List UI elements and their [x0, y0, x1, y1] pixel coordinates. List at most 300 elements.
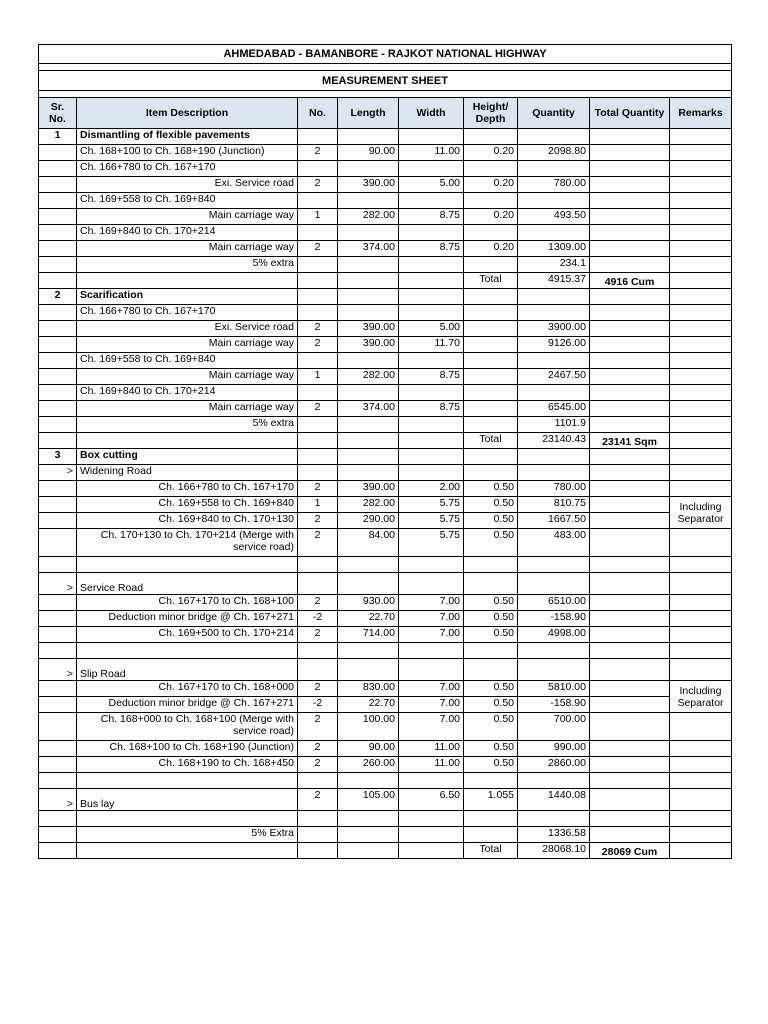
sr-no-cell: [39, 385, 77, 401]
remarks-cell: [670, 337, 732, 353]
height-cell: [464, 573, 518, 595]
header-height-depth: Height/ Depth: [464, 98, 518, 129]
table-row: [39, 741, 732, 757]
remarks-cell: [670, 241, 732, 257]
description-cell: Ch. 167+170 to Ch. 168+100: [77, 595, 298, 611]
sr-no-cell: [39, 827, 77, 843]
remarks-cell: [670, 369, 732, 385]
spacer-row: [39, 91, 732, 98]
table-row: [39, 257, 732, 273]
sr-no-cell: [39, 697, 77, 713]
sr-no-cell: [39, 433, 77, 449]
quantity-cell: [518, 193, 590, 209]
height-cell: Total: [464, 273, 518, 289]
width-cell: 8.75: [399, 369, 464, 385]
sheet-subtitle: MEASUREMENT SHEET: [39, 71, 732, 91]
remarks-cell: [670, 557, 732, 573]
total-quantity-cell: [590, 129, 670, 145]
width-cell: [399, 811, 464, 827]
width-cell: 5.00: [399, 321, 464, 337]
total-quantity-cell: [590, 401, 670, 417]
description-cell: Ch. 170+130 to Ch. 170+214 (Merge with service road): [77, 529, 298, 557]
no-cell: [298, 193, 338, 209]
sr-no-cell: [39, 161, 77, 177]
table-row: [39, 643, 732, 659]
width-cell: [399, 305, 464, 321]
total-quantity-cell: [590, 209, 670, 225]
length-cell: 22.70: [338, 611, 399, 627]
height-cell: 0.20: [464, 241, 518, 257]
length-cell: [338, 385, 399, 401]
total-quantity-cell: [590, 481, 670, 497]
width-cell: [399, 659, 464, 681]
description-cell: Deduction minor bridge @ Ch. 167+271: [77, 611, 298, 627]
width-cell: 11.00: [399, 757, 464, 773]
height-cell: [464, 337, 518, 353]
description-cell: 5% extra: [77, 417, 298, 433]
remarks-cell: [670, 257, 732, 273]
no-cell: [298, 557, 338, 573]
section-row: [39, 129, 732, 145]
remarks-cell: [670, 529, 732, 557]
no-cell: 2: [298, 145, 338, 161]
table-row: [39, 529, 732, 557]
length-cell: 714.00: [338, 627, 399, 643]
quantity-cell: 810.75: [518, 497, 590, 513]
quantity-cell: 493.50: [518, 209, 590, 225]
table-row: [39, 481, 732, 497]
remarks-cell: [670, 353, 732, 369]
sr-no-cell: [39, 305, 77, 321]
length-cell: [338, 417, 399, 433]
quantity-cell: 6510.00: [518, 595, 590, 611]
length-cell: [338, 353, 399, 369]
no-cell: 2: [298, 757, 338, 773]
remarks-cell: [670, 193, 732, 209]
sr-no-cell: >: [39, 789, 77, 811]
length-cell: 105.00: [338, 789, 399, 811]
description-cell: Main carriage way: [77, 369, 298, 385]
description-cell: Exi. Service road: [77, 177, 298, 193]
sr-no-cell: [39, 321, 77, 337]
table-row: [39, 465, 732, 481]
remarks-cell: [670, 827, 732, 843]
height-cell: [464, 659, 518, 681]
table-row: [39, 627, 732, 643]
table-row: [39, 305, 732, 321]
quantity-cell: -158.90: [518, 697, 590, 713]
sr-no-cell: [39, 481, 77, 497]
width-cell: [399, 385, 464, 401]
sr-no-cell: [39, 401, 77, 417]
height-cell: [464, 417, 518, 433]
description-cell: [77, 557, 298, 573]
height-cell: [464, 449, 518, 465]
width-cell: 8.75: [399, 401, 464, 417]
height-cell: 0.20: [464, 209, 518, 225]
height-cell: 1.055: [464, 789, 518, 811]
total-quantity-cell: [590, 321, 670, 337]
length-cell: 90.00: [338, 145, 399, 161]
width-cell: [399, 573, 464, 595]
sr-no-cell: [39, 417, 77, 433]
table-row: [39, 337, 732, 353]
quantity-cell: [518, 289, 590, 305]
sr-no-cell: [39, 353, 77, 369]
total-quantity-cell: [590, 697, 670, 713]
table-row: [39, 321, 732, 337]
height-cell: [464, 353, 518, 369]
width-cell: 7.00: [399, 713, 464, 741]
table-row: [39, 595, 732, 611]
no-cell: -2: [298, 697, 338, 713]
width-cell: [399, 827, 464, 843]
no-cell: -2: [298, 611, 338, 627]
sheet-title: AHMEDABAD - BAMANBORE - RAJKOT NATIONAL HIGHWAY: [39, 45, 732, 64]
height-cell: [464, 193, 518, 209]
remarks-cell: [670, 611, 732, 627]
length-cell: 282.00: [338, 369, 399, 385]
length-cell: 390.00: [338, 177, 399, 193]
height-cell: [464, 465, 518, 481]
description-cell: Ch. 166+780 to Ch. 167+170: [77, 481, 298, 497]
no-cell: 2: [298, 529, 338, 557]
sr-no-cell: [39, 713, 77, 741]
quantity-cell: 780.00: [518, 481, 590, 497]
description-cell: Main carriage way: [77, 401, 298, 417]
total-quantity-cell: [590, 305, 670, 321]
table-row: [39, 557, 732, 573]
height-cell: [464, 161, 518, 177]
height-cell: [464, 643, 518, 659]
total-quantity-cell: [590, 757, 670, 773]
total-quantity-cell: [590, 161, 670, 177]
no-cell: 1: [298, 369, 338, 385]
quantity-cell: [518, 465, 590, 481]
length-cell: 390.00: [338, 337, 399, 353]
quantity-cell: [518, 129, 590, 145]
description-cell: Ch. 169+840 to Ch. 170+214: [77, 225, 298, 241]
header-width: Width: [399, 98, 464, 129]
length-cell: [338, 161, 399, 177]
height-cell: 0.50: [464, 713, 518, 741]
width-cell: [399, 289, 464, 305]
length-cell: 830.00: [338, 681, 399, 697]
no-cell: 2: [298, 627, 338, 643]
header-no: No.: [298, 98, 338, 129]
remarks-cell: [670, 225, 732, 241]
no-cell: [298, 465, 338, 481]
height-cell: [464, 225, 518, 241]
remarks-cell: [670, 595, 732, 611]
no-cell: 2: [298, 595, 338, 611]
no-cell: 1: [298, 209, 338, 225]
width-cell: [399, 225, 464, 241]
table-row: [39, 353, 732, 369]
remarks-cell: [670, 145, 732, 161]
total-quantity-cell: 28069 Cum: [590, 843, 670, 859]
length-cell: 260.00: [338, 757, 399, 773]
height-cell: 0.50: [464, 741, 518, 757]
quantity-cell: 1440.08: [518, 789, 590, 811]
sr-no-cell: >: [39, 659, 77, 681]
width-cell: 5.00: [399, 177, 464, 193]
no-cell: 1: [298, 497, 338, 513]
width-cell: 11.70: [399, 337, 464, 353]
remarks-cell: [670, 305, 732, 321]
width-cell: 7.00: [399, 681, 464, 697]
sr-no-cell: 2: [39, 289, 77, 305]
table-row: [39, 497, 732, 513]
length-cell: [338, 289, 399, 305]
length-cell: 90.00: [338, 741, 399, 757]
no-cell: [298, 257, 338, 273]
total-quantity-cell: [590, 573, 670, 595]
height-cell: [464, 321, 518, 337]
quantity-cell: [518, 573, 590, 595]
total-quantity-cell: [590, 337, 670, 353]
height-cell: 0.50: [464, 529, 518, 557]
total-quantity-cell: 23141 Sqm: [590, 433, 670, 449]
description-cell: Ch. 169+558 to Ch. 169+840: [77, 193, 298, 209]
width-cell: 5.75: [399, 497, 464, 513]
sr-no-cell: [39, 741, 77, 757]
length-cell: 390.00: [338, 321, 399, 337]
table-row: [39, 225, 732, 241]
table-row: [39, 611, 732, 627]
no-cell: 2: [298, 337, 338, 353]
height-cell: [464, 385, 518, 401]
sr-no-cell: [39, 337, 77, 353]
remarks-cell: [670, 811, 732, 827]
no-cell: 2: [298, 789, 338, 811]
quantity-cell: 4915.37: [518, 273, 590, 289]
width-cell: 8.75: [399, 241, 464, 257]
sr-no-cell: [39, 643, 77, 659]
length-cell: [338, 225, 399, 241]
remarks-cell: [670, 789, 732, 811]
sr-no-cell: [39, 497, 77, 513]
sr-no-cell: [39, 757, 77, 773]
quantity-cell: [518, 811, 590, 827]
remarks-cell: [670, 843, 732, 859]
sr-no-cell: [39, 241, 77, 257]
length-cell: [338, 643, 399, 659]
total-quantity-cell: [590, 289, 670, 305]
header-remarks: Remarks: [670, 98, 732, 129]
sr-no-cell: [39, 681, 77, 697]
height-cell: [464, 369, 518, 385]
sr-no-cell: [39, 145, 77, 161]
remarks-cell: [670, 161, 732, 177]
height-cell: [464, 773, 518, 789]
length-cell: [338, 573, 399, 595]
quantity-cell: -158.90: [518, 611, 590, 627]
height-cell: 0.50: [464, 513, 518, 529]
total-quantity-cell: [590, 369, 670, 385]
table-row: [39, 433, 732, 449]
total-quantity-cell: [590, 627, 670, 643]
height-cell: 0.50: [464, 697, 518, 713]
sr-no-cell: [39, 843, 77, 859]
no-cell: [298, 129, 338, 145]
quantity-cell: 700.00: [518, 713, 590, 741]
remarks-cell: Including Separator: [670, 497, 732, 529]
width-cell: 8.75: [399, 209, 464, 225]
total-quantity-cell: [590, 827, 670, 843]
quantity-cell: 9126.00: [518, 337, 590, 353]
remarks-cell: [670, 321, 732, 337]
length-cell: 22.70: [338, 697, 399, 713]
height-cell: [464, 257, 518, 273]
table-row: [39, 827, 732, 843]
height-cell: [464, 557, 518, 573]
header-sr-no: Sr. No.: [39, 98, 77, 129]
length-cell: [338, 129, 399, 145]
height-cell: [464, 305, 518, 321]
no-cell: [298, 433, 338, 449]
remarks-cell: [670, 773, 732, 789]
table-row: [39, 789, 732, 811]
quantity-cell: [518, 385, 590, 401]
length-cell: [338, 843, 399, 859]
description-cell: Ch. 169+840 to Ch. 170+130: [77, 513, 298, 529]
sr-no-cell: [39, 257, 77, 273]
table-row: [39, 697, 732, 713]
quantity-cell: [518, 161, 590, 177]
description-cell: Main carriage way: [77, 337, 298, 353]
no-cell: 2: [298, 401, 338, 417]
description-cell: Ch. 169+500 to Ch. 170+214: [77, 627, 298, 643]
height-cell: Total: [464, 843, 518, 859]
sr-no-cell: [39, 557, 77, 573]
length-cell: 84.00: [338, 529, 399, 557]
width-cell: 5.75: [399, 529, 464, 557]
sr-no-cell: [39, 811, 77, 827]
table-row: [39, 843, 732, 859]
width-cell: 6.50: [399, 789, 464, 811]
height-cell: 0.50: [464, 481, 518, 497]
width-cell: 11.00: [399, 145, 464, 161]
remarks-cell: [670, 385, 732, 401]
description-cell: 5% extra: [77, 257, 298, 273]
description-cell: Box cutting: [77, 449, 298, 465]
sr-no-cell: [39, 369, 77, 385]
remarks-cell: Including Separator: [670, 681, 732, 713]
length-cell: [338, 257, 399, 273]
length-cell: [338, 465, 399, 481]
height-cell: [464, 827, 518, 843]
length-cell: 374.00: [338, 241, 399, 257]
length-cell: 390.00: [338, 481, 399, 497]
remarks-cell: [670, 289, 732, 305]
width-cell: 2.00: [399, 481, 464, 497]
length-cell: [338, 449, 399, 465]
description-cell: Ch. 168+190 to Ch. 168+450: [77, 757, 298, 773]
table-row: [39, 757, 732, 773]
table-row: [39, 145, 732, 161]
sr-no-cell: [39, 193, 77, 209]
width-cell: 7.00: [399, 611, 464, 627]
no-cell: [298, 659, 338, 681]
quantity-cell: 1667.50: [518, 513, 590, 529]
no-cell: [298, 385, 338, 401]
description-cell: Ch. 167+170 to Ch. 168+000: [77, 681, 298, 697]
sr-no-cell: 3: [39, 449, 77, 465]
no-cell: [298, 843, 338, 859]
remarks-cell: [670, 659, 732, 681]
quantity-cell: [518, 305, 590, 321]
measurement-sheet-table: [38, 44, 732, 859]
quantity-cell: 780.00: [518, 177, 590, 193]
width-cell: 7.00: [399, 627, 464, 643]
width-cell: 7.00: [399, 697, 464, 713]
width-cell: [399, 557, 464, 573]
quantity-cell: 990.00: [518, 741, 590, 757]
sr-no-cell: [39, 273, 77, 289]
description-cell: Ch. 169+840 to Ch. 170+214: [77, 385, 298, 401]
quantity-cell: 2467.50: [518, 369, 590, 385]
remarks-cell: [670, 129, 732, 145]
description-cell: Ch. 169+558 to Ch. 169+840: [77, 497, 298, 513]
height-cell: 0.50: [464, 757, 518, 773]
remarks-cell: [670, 627, 732, 643]
total-quantity-cell: [590, 773, 670, 789]
sr-no-cell: [39, 177, 77, 193]
total-quantity-cell: [590, 257, 670, 273]
width-cell: 11.00: [399, 741, 464, 757]
no-cell: [298, 827, 338, 843]
width-cell: [399, 773, 464, 789]
total-quantity-cell: [590, 789, 670, 811]
sr-no-cell: [39, 209, 77, 225]
table-row: [39, 659, 732, 681]
no-cell: 2: [298, 241, 338, 257]
quantity-cell: 28068.10: [518, 843, 590, 859]
length-cell: [338, 659, 399, 681]
no-cell: 2: [298, 177, 338, 193]
no-cell: [298, 573, 338, 595]
length-cell: 930.00: [338, 595, 399, 611]
quantity-cell: 3900.00: [518, 321, 590, 337]
length-cell: [338, 193, 399, 209]
description-cell: Widening Road: [77, 465, 298, 481]
table-row: [39, 417, 732, 433]
quantity-cell: [518, 643, 590, 659]
height-cell: [464, 401, 518, 417]
sr-no-cell: [39, 611, 77, 627]
sr-no-cell: [39, 627, 77, 643]
description-cell: Bus lay: [77, 789, 298, 811]
table-row: [39, 811, 732, 827]
quantity-cell: [518, 659, 590, 681]
description-cell: [77, 433, 298, 449]
description-cell: Service Road: [77, 573, 298, 595]
remarks-cell: [670, 449, 732, 465]
remarks-cell: [670, 177, 732, 193]
total-quantity-cell: 4916 Cum: [590, 273, 670, 289]
table-row: [39, 273, 732, 289]
width-cell: [399, 643, 464, 659]
total-quantity-cell: [590, 241, 670, 257]
height-cell: [464, 289, 518, 305]
no-cell: [298, 225, 338, 241]
description-cell: [77, 811, 298, 827]
total-quantity-cell: [590, 643, 670, 659]
height-cell: 0.50: [464, 681, 518, 697]
height-cell: [464, 129, 518, 145]
remarks-cell: [670, 757, 732, 773]
